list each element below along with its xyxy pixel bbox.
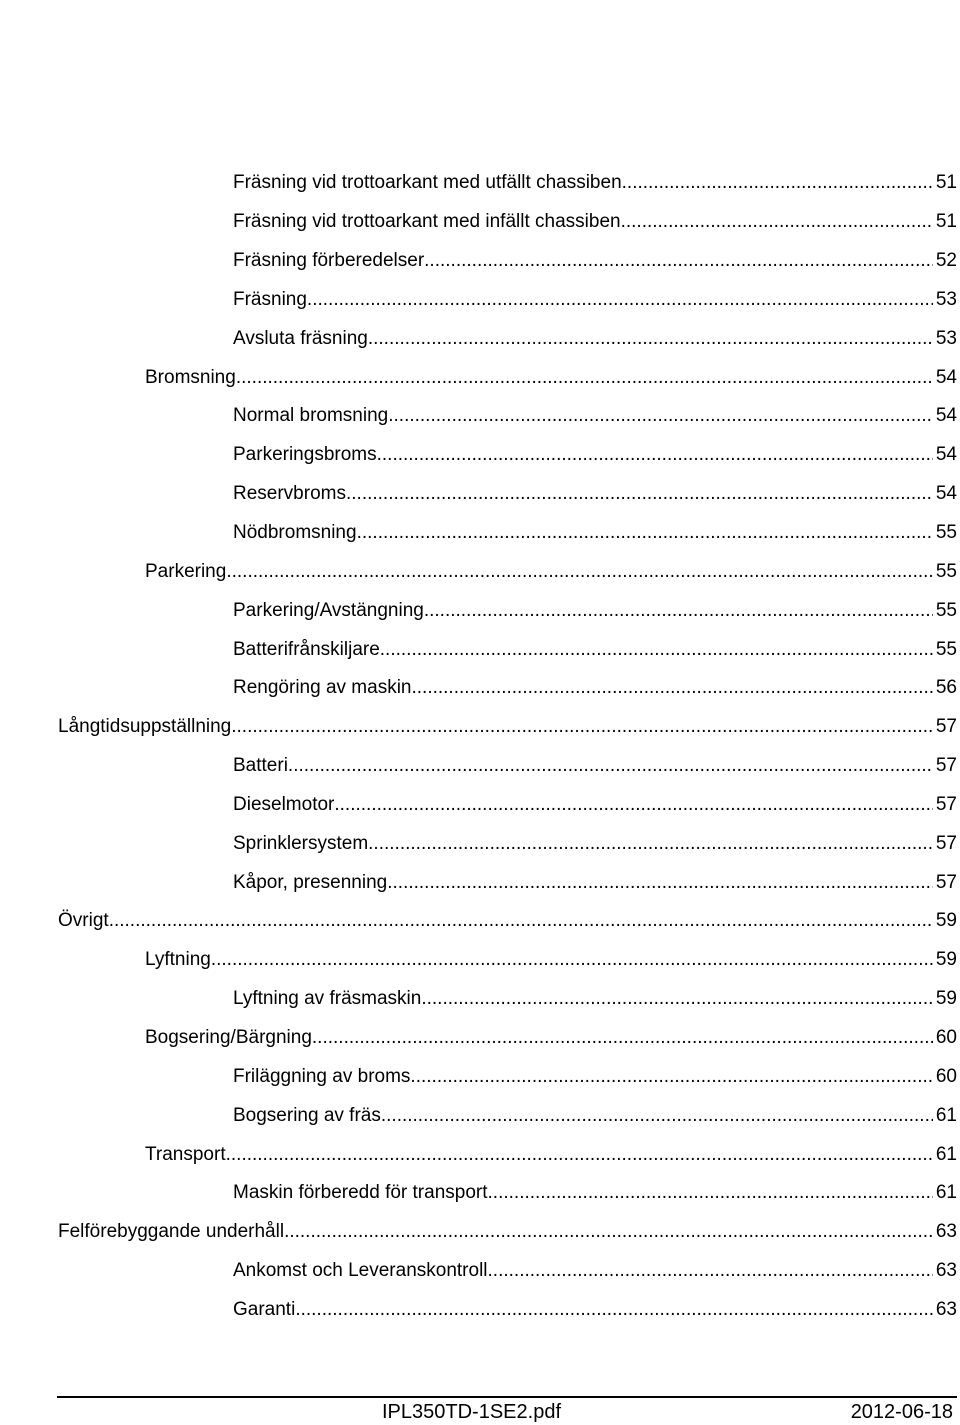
toc-entry-title: Övrigt: [58, 910, 109, 932]
dot-leader: [226, 1144, 933, 1166]
toc-entry[interactable]: [0, 980, 960, 1019]
toc-entry[interactable]: [0, 514, 960, 553]
toc-entry[interactable]: [0, 747, 960, 786]
dot-leader: [357, 522, 933, 544]
toc-entry[interactable]: [0, 708, 960, 747]
toc-entry-page: 54: [935, 405, 957, 427]
toc-entry[interactable]: [0, 319, 960, 358]
toc-entry[interactable]: [0, 630, 960, 669]
dot-leader: [368, 328, 933, 350]
toc-entry-title: Garanti: [233, 1298, 296, 1320]
toc-entry-page: 53: [935, 288, 957, 310]
toc-entry[interactable]: [0, 242, 960, 281]
toc-entry-title: Sprinklersystem: [233, 832, 369, 854]
toc-entry-page: 57: [935, 871, 957, 893]
dot-leader: [288, 755, 933, 777]
dot-leader: [424, 250, 933, 272]
toc-entry-title: Nödbromsning: [233, 522, 357, 544]
toc-entry-title: Långtidsuppställning: [58, 716, 232, 738]
dot-leader: [231, 716, 933, 738]
toc-entry-page: 60: [935, 1065, 957, 1087]
toc-entry[interactable]: [0, 397, 960, 436]
toc-entry-title: Fräsning: [233, 288, 307, 310]
toc-entry-page: 51: [935, 172, 957, 194]
toc-entry[interactable]: [0, 436, 960, 475]
toc-entry-page: 57: [935, 793, 957, 815]
dot-leader: [312, 1027, 933, 1049]
dot-leader: [488, 1260, 933, 1282]
toc-entry-page: 55: [935, 599, 957, 621]
toc-entry-title: Avsluta fräsning: [233, 327, 368, 349]
toc-entry-page: 63: [935, 1221, 957, 1243]
dot-leader: [410, 1066, 932, 1088]
dot-leader: [295, 1299, 933, 1321]
toc-entry-page: 59: [935, 910, 957, 932]
dot-leader: [622, 172, 933, 194]
toc-entry[interactable]: [0, 863, 960, 902]
toc-entry[interactable]: [0, 824, 960, 863]
toc-entry-page: 57: [935, 755, 957, 777]
toc-entry-title: Transport: [145, 1143, 226, 1165]
toc-entry[interactable]: [0, 552, 960, 591]
toc-entry[interactable]: [0, 164, 960, 203]
dot-leader: [380, 639, 933, 661]
toc-entry-title: Felförebyggande underhåll: [58, 1221, 285, 1243]
dot-leader: [368, 833, 933, 855]
toc-entry-page: 57: [935, 716, 957, 738]
toc-entry-title: Batteri: [233, 755, 288, 777]
toc-entry-page: 55: [935, 560, 957, 582]
dot-leader: [307, 289, 933, 311]
dot-leader: [626, 211, 933, 233]
toc-entry[interactable]: [0, 902, 960, 941]
toc-entry-page: 61: [935, 1143, 957, 1165]
toc-entry-title: Ankomst och Leveranskontroll: [233, 1260, 488, 1282]
toc-entry[interactable]: [0, 1213, 960, 1252]
dot-leader: [424, 600, 933, 622]
toc-entry[interactable]: [0, 591, 960, 630]
footer-date: 2012-06-18: [850, 1401, 953, 1423]
toc-entry-page: 61: [935, 1182, 957, 1204]
toc-entry-page: 55: [935, 522, 957, 544]
footer-divider: [57, 1396, 957, 1398]
dot-leader: [381, 1105, 933, 1127]
toc-entry-page: 54: [935, 366, 957, 388]
toc-entry-title: Normal bromsning: [233, 405, 389, 427]
toc-entry-page: 51: [935, 211, 957, 233]
toc-entry-page: 63: [935, 1260, 957, 1282]
toc-entry-page: 55: [935, 638, 957, 660]
toc-entry-title: Lyftning: [145, 949, 211, 971]
toc-entry-title: Rengöring av maskin: [233, 677, 412, 699]
toc-entry-page: 60: [935, 1026, 957, 1048]
toc-entry[interactable]: [0, 1057, 960, 1096]
dot-leader: [377, 444, 933, 466]
toc-entry[interactable]: [0, 475, 960, 514]
dot-leader: [226, 561, 933, 583]
toc-entry-page: 57: [935, 832, 957, 854]
toc-entry-title: Fräsning vid trottoarkant med infällt chassiben.: [233, 211, 626, 233]
toc-entry-title: Bogsering av fräs: [233, 1104, 381, 1126]
toc-entry-title: Bromsning: [145, 366, 236, 388]
toc-entry[interactable]: [0, 203, 960, 242]
toc-entry-page: 52: [935, 250, 957, 272]
toc-entry[interactable]: [0, 669, 960, 708]
toc-entry-title: Reservbroms: [233, 483, 346, 505]
dot-leader: [284, 1221, 933, 1243]
toc-entry[interactable]: [0, 786, 960, 825]
toc-entry-title: Lyftning av fräsmaskin: [233, 988, 422, 1010]
dot-leader: [488, 1182, 933, 1204]
dot-leader: [411, 677, 932, 699]
toc-entry[interactable]: [0, 1135, 960, 1174]
dot-leader: [346, 483, 933, 505]
toc-entry[interactable]: [0, 1290, 960, 1329]
toc-entry-title: Dieselmotor: [233, 793, 335, 815]
toc-entry-title: Bogsering/Bärgning: [145, 1026, 312, 1048]
toc-entry[interactable]: [0, 941, 960, 980]
footer-filename: IPL350TD-1SE2.pdf: [382, 1401, 561, 1423]
toc-entry-page: 54: [935, 444, 957, 466]
dot-leader: [334, 794, 932, 816]
toc-entry-page: 63: [935, 1298, 957, 1320]
toc-entry[interactable]: [0, 1252, 960, 1291]
toc-entry-title: Fräsning förberedelser: [233, 250, 425, 272]
toc-entry-title: Friläggning av broms: [233, 1065, 411, 1087]
dot-leader: [109, 910, 933, 932]
toc-entry[interactable]: [0, 1174, 960, 1213]
table-of-contents: [0, 164, 960, 1329]
toc-entry[interactable]: [0, 1096, 960, 1135]
toc-entry[interactable]: [0, 358, 960, 397]
toc-entry-page: 53: [935, 327, 957, 349]
toc-entry-page: 54: [935, 483, 957, 505]
dot-leader: [236, 367, 933, 389]
toc-entry-title: Kåpor, presenning: [233, 871, 388, 893]
toc-entry-page: 59: [935, 949, 957, 971]
toc-entry[interactable]: [0, 281, 960, 320]
toc-entry-page: 61: [935, 1104, 957, 1126]
toc-entry[interactable]: [0, 1019, 960, 1058]
toc-entry-title: Fräsning vid trottoarkant med utfällt chassiben: [233, 172, 622, 194]
dot-leader: [387, 872, 933, 894]
toc-entry-page: 59: [935, 988, 957, 1010]
dot-leader: [421, 988, 933, 1010]
toc-entry-title: Maskin förberedd för transport: [233, 1182, 488, 1204]
toc-entry-title: Parkering: [145, 560, 227, 582]
toc-entry-page: 56: [935, 677, 957, 699]
toc-entry-title: Parkering/Avstängning: [233, 599, 424, 621]
dot-leader: [211, 949, 933, 971]
toc-entry-title: Batterifrånskiljare: [233, 638, 380, 660]
toc-entry-title: Parkeringsbroms: [233, 444, 377, 466]
dot-leader: [388, 405, 933, 427]
